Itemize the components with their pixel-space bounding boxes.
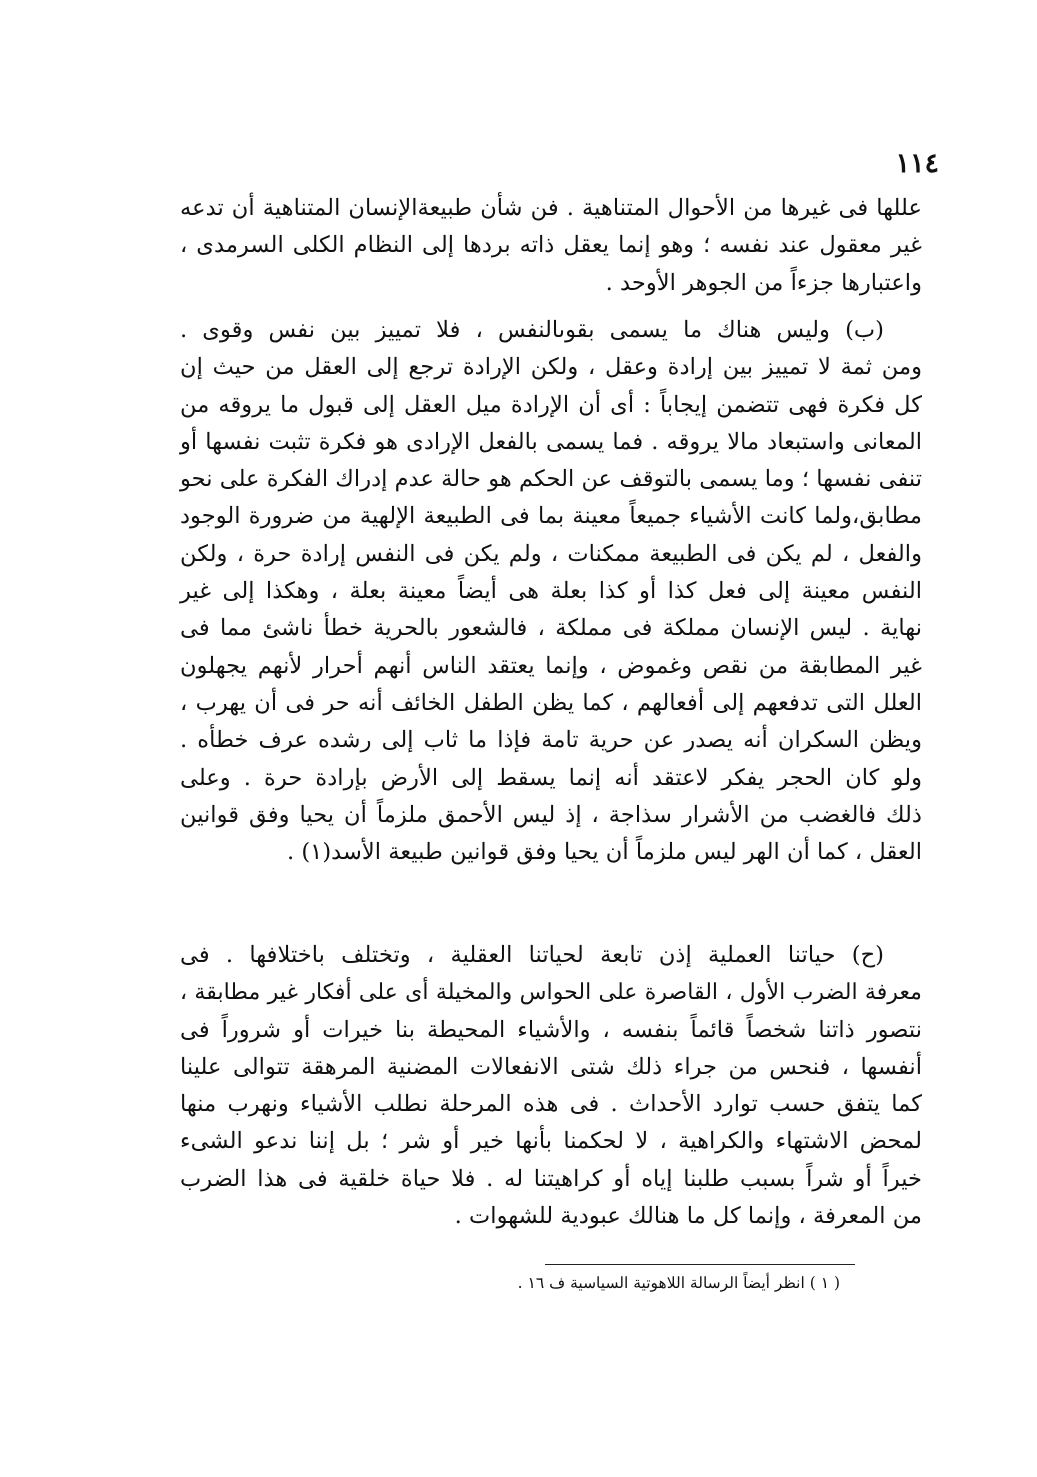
footnote-divider (545, 1264, 855, 1265)
text-line: والفعل ، لم يكن فى الطبيعة ممكنات ، ولم يكن فى النفس إرادة حرة ، ولكن (180, 540, 922, 567)
text-line: (ب) وليس هناك ما يسمى بقوىالنفس ، فلا تمييز بين نفس وقوى . (180, 317, 884, 343)
paragraph-a (180, 190, 922, 302)
text-line: نهاية . ليس الإنسان مملكة فى مملكة ، فالشعور بالحرية خطأ ناشئ مما فى (180, 615, 922, 642)
text-line: غير معقول عند نفسه ؛ وهو إنما يعقل ذاته بردها إلى النظام الكلى السرمدى ، (180, 232, 922, 259)
text-line: (ح) حياتنا العملية إذن تابعة لحياتنا العقلية ، وتختلف باختلافها . فى (180, 942, 884, 968)
text-line: عللها فى غيرها من الأحوال المتناهية . فن شأن طبيعةالإنسان المتناهية أن تدعه (180, 195, 922, 221)
text-line: ولو كان الحجر يفكر لاعتقد أنه إنما يسقط إلى الأرض بإرادة حرة . وعلى (180, 764, 922, 791)
text-line: ذلك فالغضب من الأشرار سذاجة ، إذ ليس الأحمق ملزماً أن يحيا وفق قوانين (180, 801, 922, 828)
text-line: مطابق،ولما كانت الأشياء جميعاً معينة بما فى الطبيعة الإلهية من ضرورة الوجود (180, 503, 922, 530)
text-line: أنفسها ، فنحس من جراء ذلك شتى الانفعالات المضنية المرهقة تتوالى علينا (180, 1053, 922, 1080)
text-line: العلل التى تدفعهم إلى أفعالهم ، كما يظن الطفل الخائف أنه حر فى أن يهرب ، (180, 689, 922, 716)
text-line: المعانى واستبعاد مالا يروقه . فما يسمى بالفعل الإرادى هو فكرة تثبت نفسها أو (180, 428, 922, 455)
text-line: واعتبارها جزءاً من الجوهر الأوحد . (605, 269, 922, 296)
text-line: كل فكرة فهى تتضمن إيجاباً : أى أن الإرادة ميل العقل إلى قبول ما يروقه من (180, 391, 922, 418)
text-line: لمحض الاشتهاء والكراهية ، لا لحكمنا بأنها خير أو شر ؛ بل إننا ندعو الشىء (180, 1128, 922, 1155)
text-line: خيراً أو شراً بسبب طلبنا إياه أو كراهيتنا له . فلا حياة خلقية فى هذا الضرب (180, 1165, 922, 1192)
text-line: العقل ، كما أن الهر ليس ملزماً أن يحيا وفق قوانين طبيعة الأسد(١) . (286, 839, 922, 866)
footnote: ( ١ ) انظر أيضاً الرسالة اللاهوتية السياسية ف ١٦ . (517, 1274, 840, 1292)
text-line: النفس معينة إلى فعل كذا أو كذا بعلة هى أيضاً معينة بعلة ، وهكذا إلى غير (180, 578, 922, 605)
text-line: من المعرفة ، وإنما كل ما هنالك عبودية للشهوات . (454, 1203, 922, 1230)
text-line: ويظن السكران أنه يصدر عن حرية تامة فإذا ما ثاب إلى رشده عرف خطأه . (180, 727, 922, 754)
text-line: غير المطابقة من نقص وغموض ، وإنما يعتقد الناس أنهم أحرار لأنهم يجهلون (180, 652, 922, 679)
text-line: معرفة الضرب الأول ، القاصرة على الحواس والمخيلة أى على أفكار غير مطابقة ، (180, 979, 922, 1006)
page-number: ١١٤ (895, 148, 939, 179)
text-line: نتصور ذاتنا شخصاً قائماً بنفسه ، والأشياء المحيطة بنا خيرات أو شروراً فى (180, 1016, 922, 1043)
paragraph-b (180, 312, 922, 871)
text-line: تنفى نفسها ؛ وما يسمى بالتوقف عن الحكم هو حالة عدم إدراك الفكرة على نحو (180, 466, 922, 493)
paragraph-c (180, 937, 922, 1235)
text-line: ومن ثمة لا تمييز بين إرادة وعقل ، ولكن الإرادة ترجع إلى العقل من حيث إن (180, 354, 922, 381)
text-line: كما يتفق حسب توارد الأحداث . فى هذه المرحلة نطلب الأشياء ونهرب منها (180, 1091, 922, 1118)
